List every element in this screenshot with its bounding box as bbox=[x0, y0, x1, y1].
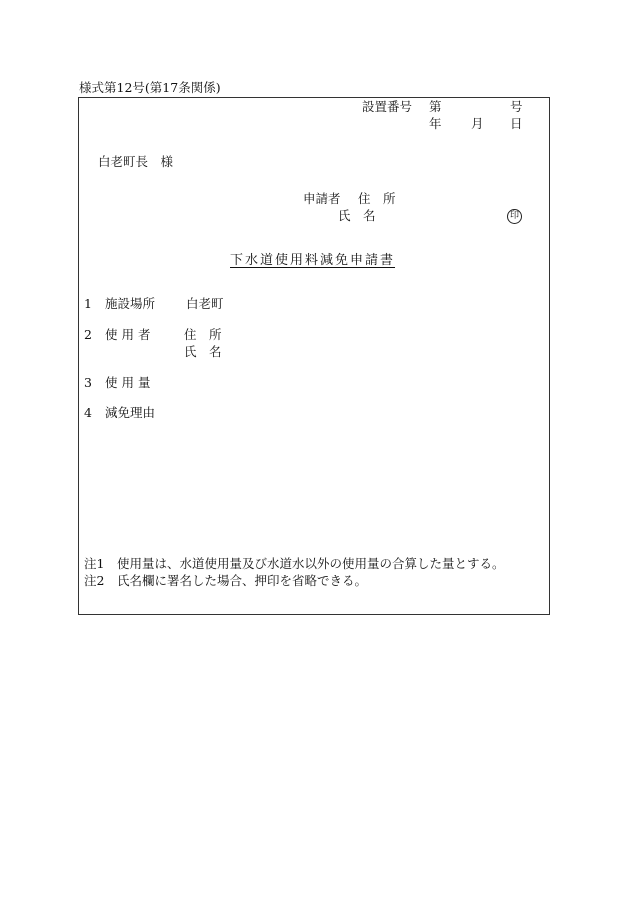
document-title: 下水道使用料減免申請書 bbox=[230, 253, 396, 268]
item-2-label: 使 用 者 bbox=[105, 327, 151, 342]
note-2: 注2 氏名欄に署名した場合、押印を省略できる。 bbox=[84, 573, 367, 588]
item-2-number: 2 bbox=[84, 327, 92, 342]
item-2-name-label: 氏 名 bbox=[184, 344, 222, 359]
month-label: 月 bbox=[471, 116, 484, 131]
seal-icon: 印 bbox=[507, 209, 522, 224]
dai-label: 第 bbox=[429, 99, 442, 114]
applicant-label: 申請者 bbox=[303, 191, 341, 206]
item-1-value: 白老町 bbox=[186, 296, 224, 311]
seal-mark bbox=[507, 208, 522, 224]
item-3-label: 使 用 量 bbox=[105, 375, 151, 390]
item-1-number: 1 bbox=[84, 296, 92, 311]
go-label: 号 bbox=[510, 99, 523, 114]
form-label: 様式第12号(第17条関係) bbox=[79, 80, 221, 95]
year-label: 年 bbox=[429, 116, 442, 131]
item-1-label: 施設場所 bbox=[105, 296, 156, 311]
item-2-address-label: 住 所 bbox=[184, 327, 222, 342]
form-box bbox=[78, 97, 550, 615]
addressee: 白老町長 様 bbox=[98, 154, 174, 169]
note-1: 注1 使用量は、水道使用量及び水道水以外の使用量の合算した量とする。 bbox=[84, 556, 505, 571]
item-4-label: 減免理由 bbox=[105, 405, 156, 420]
setsuchi-number-label: 設置番号 bbox=[362, 99, 413, 114]
day-label: 日 bbox=[510, 116, 523, 131]
applicant-name-label: 氏 名 bbox=[338, 208, 376, 223]
item-4-number: 4 bbox=[84, 405, 92, 420]
item-3-number: 3 bbox=[84, 375, 92, 390]
applicant-address-label: 住 所 bbox=[358, 191, 396, 206]
